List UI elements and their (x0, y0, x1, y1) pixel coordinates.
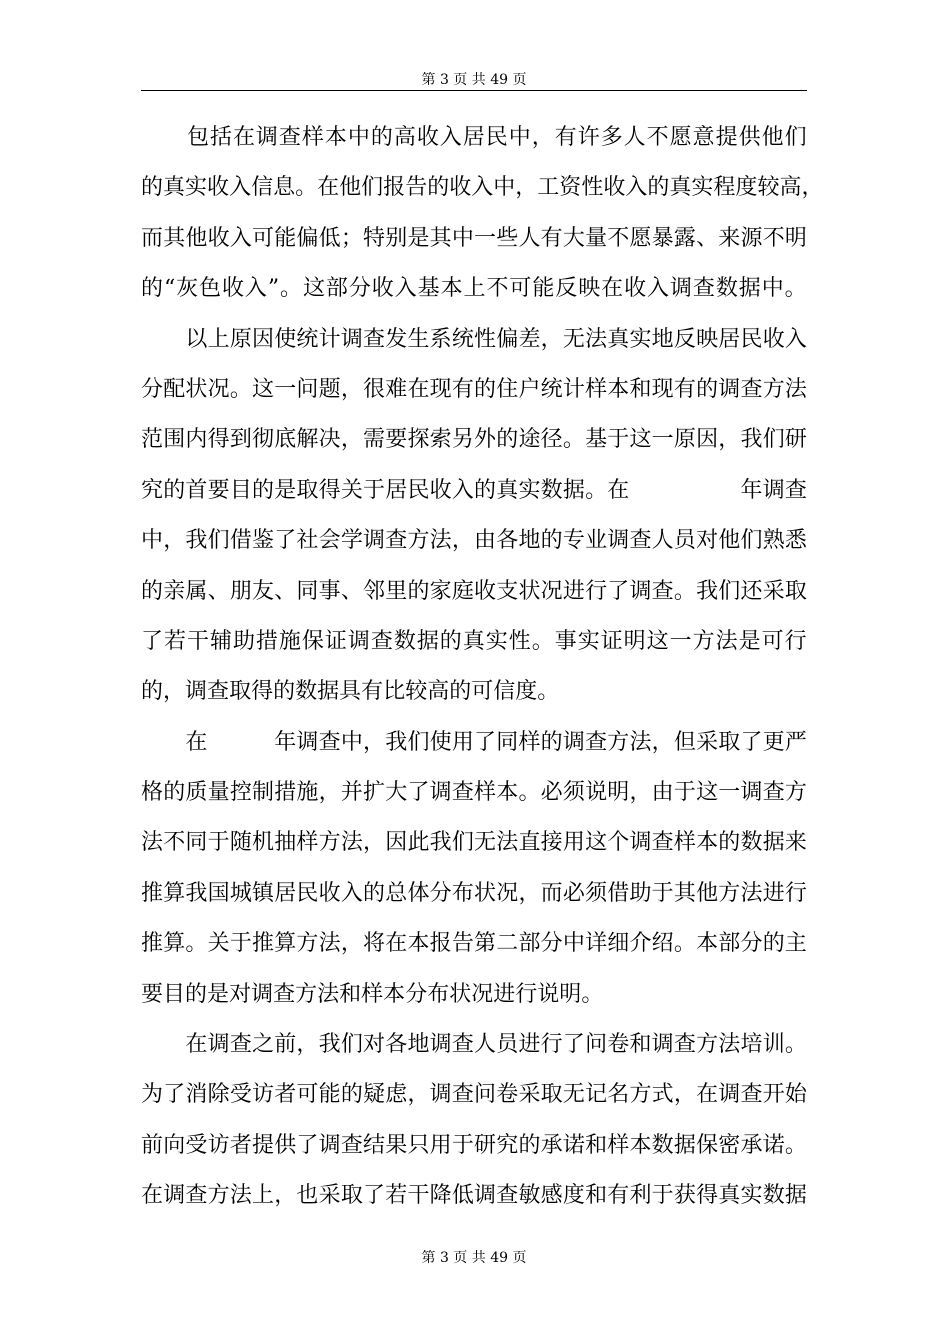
text-line: 的 ， 调 查 取 得 的 数 据 具 有 比 较 高 的 可 信 度 。 (141, 679, 560, 705)
text-line: 格 的 质 量 控 制 措 施 ， 并 扩 大 了 调 查 样 本 。 必 须 说 明 ， 由 于 这 一 调 查 方 (141, 780, 807, 806)
text-line: 的 “ 灰 色 收 入 ” 。 这 部 分 收 入 基 本 上 不 可 能 反 映 在 收 入 调 查 数 据 中 。 (141, 276, 807, 302)
page-footer: 第 3 页 共 49 页 (421, 1250, 527, 1266)
text-line: 推 算 我 国 城 镇 居 民 收 入 的 总 体 分 布 状 况 ， 而 必 须 借 助 于 其 他 方 法 进 行 (141, 880, 807, 906)
text-line: 以 上 原 因 使 统 计 调 查 发 生 系 统 性 偏 差 ， 无 法 真 实 地 反 映 居 民 收 入 (185, 326, 807, 352)
text-line: 在 调 查 之 前 ， 我 们 对 各 地 调 查 人 员 进 行 了 问 卷 和 调 查 方 法 培 训 。 (185, 1032, 807, 1058)
text-line: 的 真 实 收 入 信 息 。 在 他 们 报 告 的 收 入 中 ， 工 资 性 收 入 的 真 实 程 度 较 高 ， (141, 175, 824, 201)
text-line: 包 括 在 调 查 样 本 中 的 高 收 入 居 民 中 ， 有 许 多 人 不 愿 意 提 供 他 们 (186, 125, 807, 150)
text-line: 范 围 内 得 到 彻 底 解 决 ， 需 要 探 索 另 外 的 途 径 。 基 于 这 一 原 因 ， 我 们 研 (141, 427, 807, 453)
text-line: 的 亲 属 、 朋 友 、 同 事 、 邻 里 的 家 庭 收 支 状 况 进 行 了 调 查 。 我 们 还 采 取 (141, 578, 807, 604)
header-rule (141, 90, 807, 91)
text-line: 而 其 他 收 入 可 能 偏 低 ； 特 别 是 其 中 一 些 人 有 大 量 不 愿 暴 露 、 来 源 不 明 (141, 225, 807, 251)
text-line: 法 不 同 于 随 机 抽 样 方 法 ， 因 此 我 们 无 法 直 接 用 这 个 调 查 样 本 的 数 据 来 (141, 830, 807, 856)
text-line: 为 了 消 除 受 访 者 可 能 的 疑 虑 ， 调 查 问 卷 采 取 无 记 名 方 式 ， 在 调 查 开 始 (141, 1082, 807, 1108)
text-line: 要 目 的 是 对 调 查 方 法 和 样 本 分 布 状 况 进 行 说 明 。 (141, 981, 604, 1007)
text-line: 推 算 。 关 于 推 算 方 法 ， 将 在 本 报 告 第 二 部 分 中 详 细 介 绍 。 本 部 分 的 主 (141, 931, 807, 957)
text-line: 究 的 首 要 目 的 是 取 得 关 于 居 民 收 入 的 真 实 数 据 。 在 年 调 查 (141, 477, 807, 503)
text-line: 中 ， 我 们 借 鉴 了 社 会 学 调 查 方 法 ， 由 各 地 的 专 业 调 查 人 员 对 他 们 熟 悉 (141, 528, 807, 554)
page-header: 第 3 页 共 49 页 (421, 72, 527, 88)
text-line: 在 年 调 查 中 ， 我 们 使 用 了 同 样 的 调 查 方 法 ， 但 采 取 了 更 严 (185, 729, 807, 755)
text-line: 了 若 干 辅 助 措 施 保 证 调 查 数 据 的 真 实 性 。 事 实 证 明 这 一 方 法 是 可 行 (141, 628, 807, 654)
text-line: 分 配 状 况 。 这 一 问 题 ， 很 难 在 现 有 的 住 户 统 计 样 本 和 现 有 的 调 查 方 法 (141, 376, 807, 402)
body-text (141, 113, 824, 1222)
text-line: 前 向 受 访 者 提 供 了 调 查 结 果 只 用 于 研 究 的 承 诺 和 样 本 数 据 保 密 承 诺 。 (141, 1132, 807, 1158)
text-line: 在 调 查 方 法 上 ， 也 采 取 了 若 干 降 低 调 查 敏 感 度 和 有 利 于 获 得 真 实 数 据 (141, 1183, 807, 1209)
